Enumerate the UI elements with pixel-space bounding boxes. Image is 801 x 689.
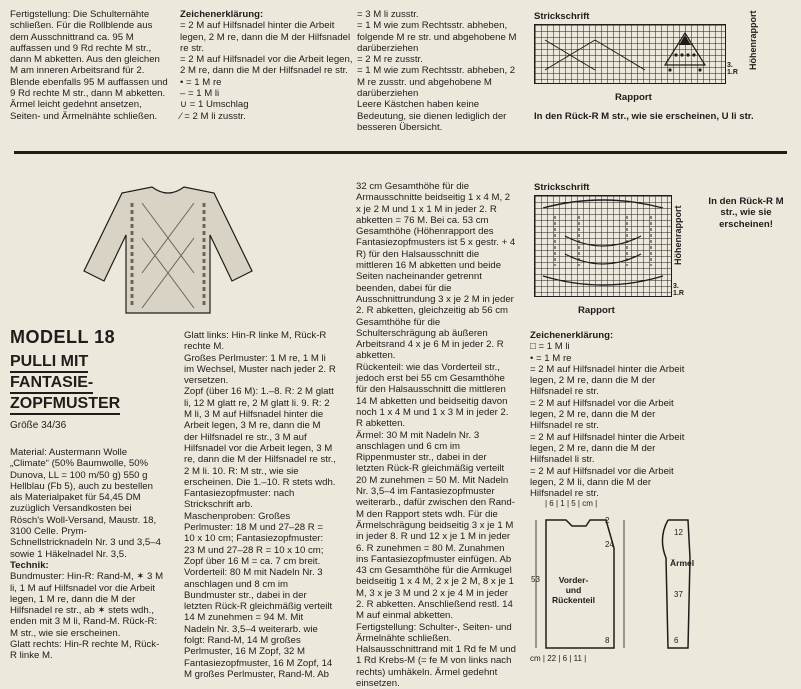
sweater-illustration bbox=[82, 183, 254, 323]
size-label: Größe 34/36 bbox=[10, 420, 67, 431]
chart-side-right: Höhenrapport bbox=[673, 205, 683, 265]
schematic-front-label: Vorder- und Rückenteil bbox=[552, 575, 595, 605]
material-text: Material: Austermann Wolle „Climate“ (50% Baumwolle, 50% Dunova, LL = 100 m/50 g) 550 g Hellblau (Fb 5), auch zu bestellen als Materialpaket für 54,45 DM zuzüglich Versandkosten bei Rösch's Woll-Versand, Maustr. 18, 3100 Celle. Prym-Schnellstricknadeln Nr. 3 und 3,5–4 sowie 1 Häkelnadel Nr. 3,5. Technik: Bundmuster: Hin-R: Rand-M, ✶ 3 M li, 1 M auf Hilfsnadel vor die Arbeit legen, 1 M re, dann die M der Hilfsnadel re str., ab ✶ stets wdh., enden mit 3 M li, Rand-M. Rück-R: M str., wie sie erscheinen. Glatt rechts: Hin-R rechte M, Rück-R linke M. bbox=[10, 447, 164, 662]
dim-2: 2 bbox=[605, 516, 610, 525]
knitting-chart-right bbox=[534, 195, 672, 297]
schematic-sleeve-label: Ärmel bbox=[670, 558, 695, 568]
chart-title-right: Strickschrift bbox=[534, 182, 590, 193]
schematic-bottom-dims: cm | 22 | 6 | 11 | bbox=[530, 654, 587, 663]
chart-symbols-right bbox=[535, 196, 671, 296]
dim-12: 12 bbox=[674, 528, 683, 537]
instructions-middle: Glatt links: Hin-R linke M, Rück-R rechte M. Großes Perlmuster: 1 M re, 1 M li im Wechsel, Muster nach jeder 2. R versetzen. Zopf (über 16 M): 1.–8. R: 2 M glatt li, 12 M glatt re, 2 M glatt li. 9. R: 2 M li, 3 M auf Hilfsnadel hinter die Arbeit legen, 3 M re, dann die M der Hilfsnadel re str., 3 M auf Hilfsnadel vor die Arbeit legen, 3 M re, dann die M der Hilfsnadel re str., 2 M li. 10. R: M str., wie sie erscheinen. Die 1.–10. R stets wdh. Fantasiezopfmuster: nach Strickschrift arb. Maschenproben: Großes Perlmuster: 18 M und 27–28 R = 10 x 10 cm; Fantasiezopfmuster: 23 M und 27–28 R = 10 x 10 cm; Zopf über 16 M = ca. 7 cm breit. Vorderteil: 80 M mit Nadeln Nr. 3 anschlagen und 8 cm im Bundmuster str., dabei in der letzten Rück-R gleichmäßig verteilt 14 M zunehmen = 94 M. Mit Nadeln Nr. 3,5–4 weiterarb. wie folgt: Rand-M, 14 M großes Perlmuster, 16 M Zopf, 32 M Fantasiezopfmuster, 16 M Zopf, 14 M großes Perlmuster, Rand-M. Ab bbox=[184, 330, 336, 680]
chart-side-top: Höhenrapport bbox=[748, 10, 758, 70]
chart-symbols-top bbox=[535, 25, 725, 83]
chart-row-top: 3. 1.R bbox=[727, 62, 738, 76]
dim-6: 6 bbox=[674, 636, 679, 645]
pattern-title: PULLI MIT FANTASIE- ZOPFMUSTER bbox=[10, 352, 120, 415]
instructions-third: 32 cm Gesamthöhe für die Armausschnitte beidseitig 1 x 4 M, 2 x je 2 M und 1 x 1 M in jeder 2. R abketten = 76 M. Bei ca. 53 cm Gesamthöhe (Höhenrapport des Fantasiezopfmusters ist 5 x gestr. + 4 R) für den Halsausschnitt die mittleren 16 M abketten und beide Seiten nacheinander getrennt beenden, dabei für die Ausschnittrundung 3 x je 2 M in jeder 2. R abketten, gleichzeitig ab 56 cm Gesamthöhe für die Schulterschrägung ab äußeren Arbeitsrand 4 x je 6 M in jeder 2. R abketten. Rückenteil: wie das Vorderteil str., jedoch erst bei 55 cm Gesamthöhe für den Halsausschnitt die mittleren 14 M abketten und beidseitig davon noch 1 x 4 M und 1 x 3 M in jeder 2. R abketten. Ärmel: 30 M mit Nadeln Nr. 3 anschlagen und 6 cm im Rippenmuster str., dabei in der letzten Rück-R gleichmäßig verteilt 20 M zunehmen = 50 M. Mit Nadeln Nr. 3,5–4 im Fantasiezopfmuster weiterarb., dafür zwischen den Rand-M den Rapport stets wdh. Für die Ärmelschrägung beidseitig 3 x je 1 M in jeder 8. R und 12 x je 1 M in jeder 6. R zunehmen = 80 M. Zunahmen ins Fantasiezopfmuster einfügen. Ab 43 cm Gesamthöhe für die Armkugel beidseitig 1 x 4 M, 2 x je 2 M, 8 x je 1 M, 3 x je 3 M und 2 x je 4 M in jeder 2. R abketten. Anschließend restl. 14 M auf einmal abketten. Fertigstellung: Schulter-, Seiten- und Ärmelnähte schließen. Halsausschnittrand mit 1 Rd fe M und 1 Rd Krebs-M (= fe M von links nach rechts) umhäkeln. Ärmel gedehnt einsetzen. bbox=[356, 181, 516, 689]
dim-37: 37 bbox=[674, 590, 683, 599]
chart-rapport-right: Rapport bbox=[578, 305, 615, 316]
legend-top-b: = 3 M li zusstr. = 1 M wie zum Rechtsstr. abheben, folgende M re str. und abgehobene M darüberziehen = 2 M re zusstr. = 1 M wie zum Rechtsstr. abheben, 2 M re zusstr. und abgehobene M darüberziehen Leere Kästchen haben keine Bedeutung, sie dienen lediglich der besseren Übersicht. bbox=[357, 9, 517, 133]
model-title: MODELL 18 bbox=[10, 327, 116, 347]
chart-title-top: Strickschrift bbox=[534, 11, 590, 22]
chart-row-right: 3. 1.R bbox=[673, 283, 684, 297]
chart-rapport-top: Rapport bbox=[615, 92, 652, 103]
dim-24: 24 bbox=[605, 540, 614, 549]
dim-53: 53 bbox=[531, 575, 540, 584]
knitting-chart-top bbox=[534, 24, 726, 84]
legend-right: Zeichenerklärung: □ = 1 M li • = 1 M re = 2 M auf Hilfsnadel hinter die Arbeit legen, 2 M re, dann die M der Hilfsnadel re str. = 2 M auf Hilfsnadel vor die Arbeit legen, 2 M re, dann die M der Hilfsnadel re str. = 2 M auf Hilfsnadel hinter die Arbeit legen, 2 M re, dann die M der Hilfsnadel li str. = 2 M auf Hilfsnadel vor die Arbeit legen, 2 M li, dann die M der Hilfsnadel re str. bbox=[530, 330, 685, 500]
section-divider bbox=[14, 151, 787, 154]
chart-note-top: In den Rück-R M str., wie sie erscheinen, U li str. bbox=[534, 111, 754, 122]
finishing-top: Fertigstellung: Die Schulternähte schließen. Für die Rollblende aus dem Ausschnittrand ca. 95 M auffassen und 9 Rd rechte M str., dann M abketten. Aus den gleichen M am inneren Arbeitsrand für 2. Blende ebenfalls 95 M auffassen und 9 Rd rechte M str., dann M abketten. Ärmel leicht gedehnt ansetzen, Seiten- und Ärmelnähte schließen. bbox=[10, 9, 168, 122]
legend-top: Zeichenerklärung: = 2 M auf Hilfsnadel hinter die Arbeit legen, 2 M re, dann die M der Hilfsnadel re str. = 2 M auf Hilfsnadel vor die Arbeit legen, 2 M re, dann die M der Hilfsnadel re str. • = 1 M re – = 1 M li ∪ = 1 Umschlag ⁄ = 2 M li zusstr. bbox=[180, 9, 353, 122]
dim-8: 8 bbox=[605, 636, 610, 645]
chart-note-right: In den Rück-R M str., wie sie erscheinen! bbox=[708, 196, 784, 230]
schematic-top-dims: | 6 | 1 | 5 | cm | bbox=[545, 499, 598, 508]
